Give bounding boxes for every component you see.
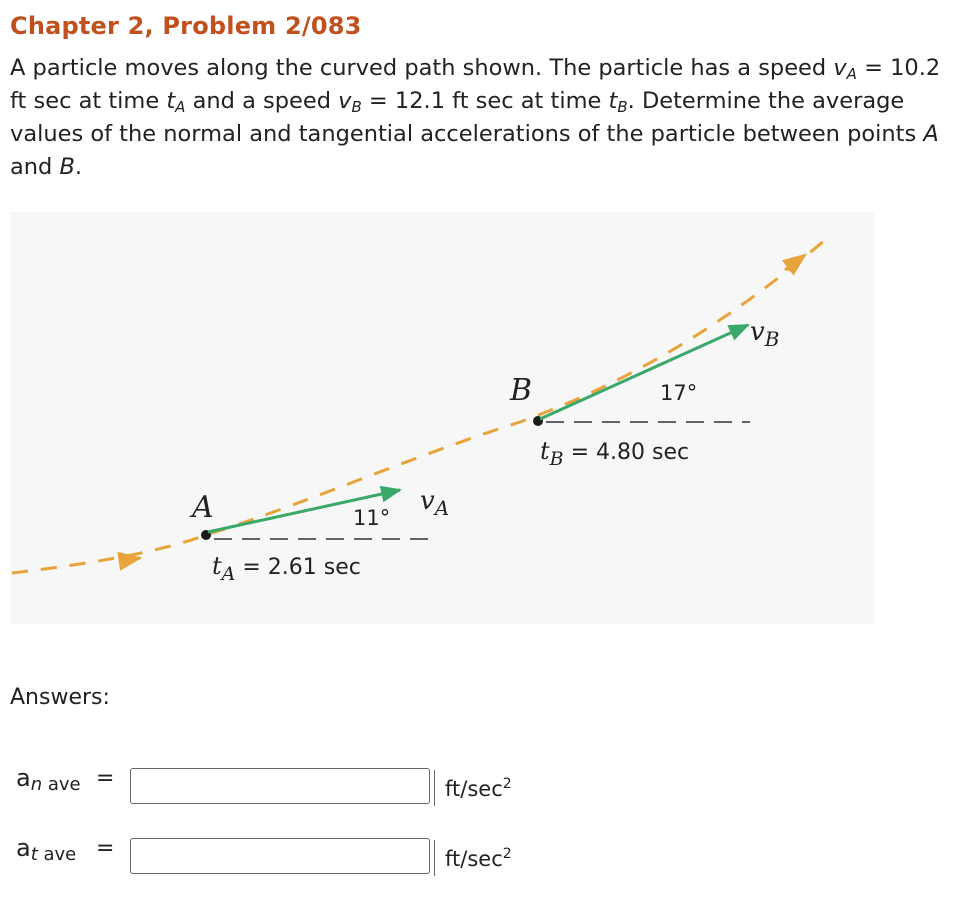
curved-path-diagram [10,212,874,624]
point-a-ref: A [923,121,939,147]
normal-accel-input[interactable] [130,768,430,804]
tangential-accel-input[interactable] [130,838,430,874]
var-v: v [833,55,847,81]
var-v: v [338,88,352,114]
problem-statement [10,52,960,184]
var-t: t [608,88,618,114]
path-arrow-icon [120,558,140,561]
angle-b-label: 17° [660,381,698,405]
tangential-accel-unit: $ft/\sec^2$ [434,840,512,876]
problem-text-1: A particle moves along the curved path shown. The particle has a speed [10,55,834,81]
problem-text-and: and [10,154,60,180]
point-b-label: B [510,373,533,408]
var-t: t [166,88,176,114]
problem-text-2: = 10.2 ft sec at time [10,55,941,114]
problem-text-5: . Determine the average values of the normal and tangential accelerations of the particle between points [10,88,924,147]
problem-title: Chapter 2, Problem 2/083 [10,12,362,40]
sub-b: B [351,98,362,116]
path-arrow-icon [785,255,805,270]
problem-text-end: . [74,154,83,180]
equals-sign: = [96,766,115,791]
answers-heading: Answers: [10,685,110,710]
problem-text-3: and a speed [185,88,339,114]
particle-path [12,234,832,573]
problem-figure [10,212,874,624]
time-b-label: tB = 4.80 sec [540,437,690,470]
velocity-a-label: $v_A$ [420,486,450,520]
angle-a-label: 11° [353,506,391,530]
time-a-label: tA = 2.61 sec [212,552,361,585]
point-b-ref: B [59,154,75,180]
equals-sign: = [96,836,115,861]
normal-accel-unit: $ft/\sec^2$ [434,770,512,806]
velocity-vector-b [540,325,748,419]
velocity-b-label: $v_B$ [750,317,780,351]
problem-text-4: = 12.1 ft sec at time [361,88,609,114]
normal-accel-label: an ave = [16,764,115,795]
point-a-label: A [192,490,214,525]
tangential-accel-label: at ave = [16,834,115,865]
sub-b: B [617,98,628,116]
sub-a: A [846,65,857,83]
sub-a: A [175,98,186,116]
